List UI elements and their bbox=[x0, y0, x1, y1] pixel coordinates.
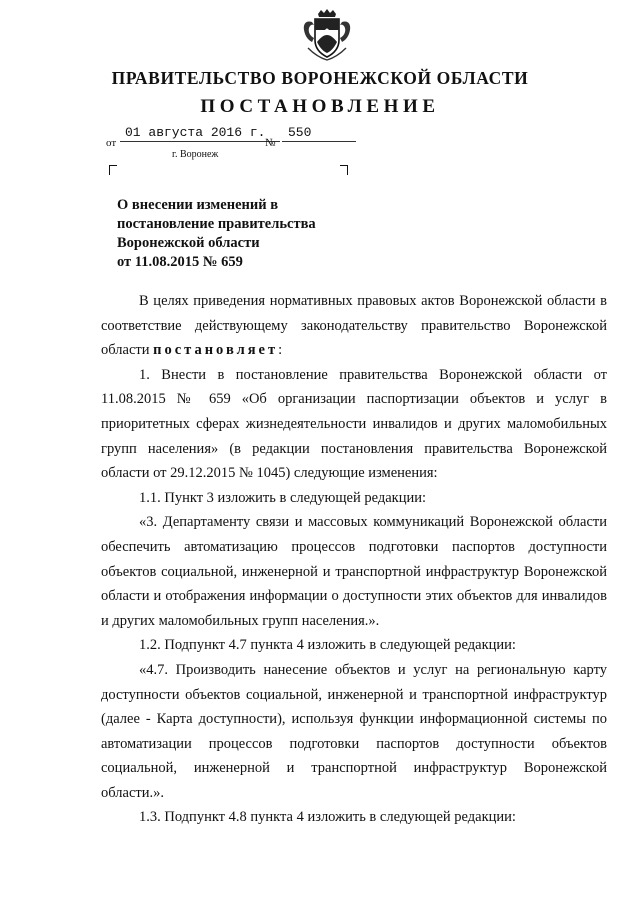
intro-text: В целях приведения нормативных правовых актов Воронежской области в соответствие действующему законодательству правительство Воронежской области bbox=[101, 293, 607, 359]
document-type-title: ПОСТАНОВЛЕНИЕ bbox=[200, 96, 440, 117]
document-date: 01 августа 2016 г. bbox=[120, 125, 280, 142]
paragraph-1-1-quote: «3. Департаменту связи и массовых коммуникаций Воронежской области обеспечить автоматизацию процессов подготовки паспортов доступности объектов социальной, инженерной и транспортной инфраструктур Воронежской области и отображения информации о доступности этих объектов для инвалидов и других маломобильных групп населения.». bbox=[101, 514, 607, 629]
paragraph-1-1: 1.1. Пункт 3 изложить в следующей редакции: bbox=[139, 489, 427, 506]
paragraph-1-3: 1.3. Подпункт 4.8 пункта 4 изложить в следующей редакции: bbox=[139, 809, 516, 826]
intro-paragraph bbox=[101, 289, 607, 363]
subject-line: от 11.08.2015 № 659 bbox=[117, 254, 243, 270]
paragraph-1: 1. Внести в постановление правительства Воронежской области от 11.08.2015 № 659 «Об организации паспортизации объектов и услуг в приоритетных сферах жизнедеятельности инвалидов и других маломобильных групп населения» (в редакции постановления правительства Воронежской области от 29.12.2015 № 1045) следующие изменения: bbox=[101, 366, 607, 482]
subject-line: О внесении изменений в bbox=[117, 197, 279, 213]
organization-title: ПРАВИТЕЛЬСТВО ВОРОНЕЖСКОЙ ОБЛАСТИ bbox=[111, 68, 529, 88]
subject-line: Воронежской области bbox=[117, 235, 260, 251]
document-body bbox=[101, 289, 607, 830]
document-subject bbox=[117, 196, 316, 272]
decree-verb: постановляет bbox=[153, 342, 279, 359]
paragraph-1-2-quote: «4.7. Производить нанесение объектов и услуг на региональную карту доступности объектов социальной, инженерной и транспортной инфраструктур (далее - Карта доступности), используя функции информационной системы по автоматизации процессов подготовки паспортов доступности объектов социальной, инженерной и транспортной инфраструктур Воронежской области.». bbox=[101, 661, 607, 801]
document-requisites bbox=[106, 125, 366, 151]
intro-end: : bbox=[278, 342, 283, 359]
subject-line: постановление правительства bbox=[117, 216, 316, 232]
city-label: г. Воронеж bbox=[172, 149, 219, 160]
document-number: 550 bbox=[282, 125, 356, 142]
date-prefix: от bbox=[106, 137, 117, 149]
number-prefix: № bbox=[265, 137, 276, 149]
paragraph-1-2: 1.2. Подпункт 4.7 пункта 4 изложить в следующей редакции: bbox=[139, 637, 516, 654]
coat-of-arms-icon bbox=[302, 8, 352, 62]
left-corner-mark bbox=[109, 165, 117, 175]
right-corner-mark bbox=[340, 165, 348, 175]
